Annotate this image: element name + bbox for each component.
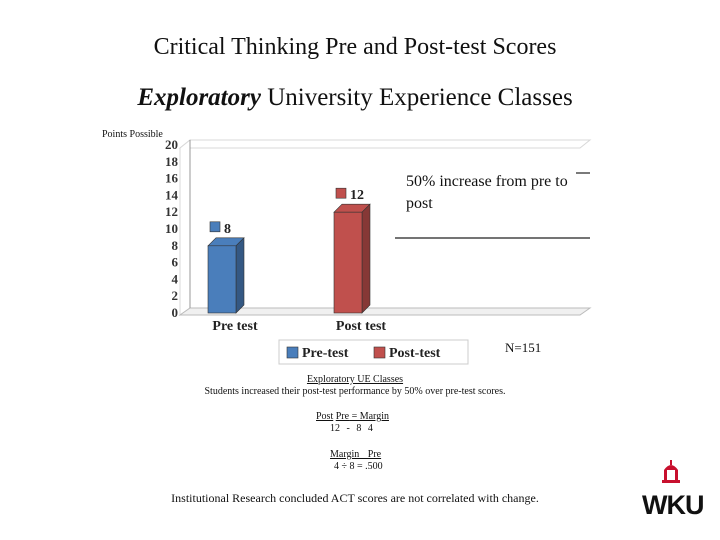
category-label: Pre test — [212, 319, 258, 334]
formula-margin: = Margin — [349, 411, 389, 422]
category-label: Post test — [335, 319, 387, 334]
margin-formula-line2: 12 - 8 4 — [330, 423, 373, 434]
y-axis-label: Points Possible — [102, 129, 163, 140]
callout-text: 50% increase from pre to post — [406, 173, 568, 212]
notes-body: Students increased their post-test performance by 50% over pre-test scores. — [204, 386, 506, 397]
formula-pre: Pre — [335, 411, 350, 422]
y-tick-label: 4 — [171, 271, 178, 287]
bar-side — [362, 204, 370, 313]
y-tick-label: 20 — [165, 137, 178, 152]
margin-formula — [316, 411, 389, 435]
bars — [208, 204, 370, 313]
bar-post-test — [334, 204, 370, 313]
y-tick-label: 12 — [165, 204, 178, 220]
y-tick-label: 14 — [165, 187, 178, 203]
formula-post: Post — [316, 411, 334, 422]
legend-swatch — [287, 347, 298, 358]
sample-size-label: N=151 — [505, 340, 542, 355]
wku-logo — [640, 460, 712, 522]
bar-side — [236, 238, 244, 313]
y-tick-label: 10 — [165, 221, 178, 236]
y-tick-label: 8 — [171, 237, 178, 253]
margin-formula-line1 — [316, 411, 389, 423]
bar-pre-test — [208, 238, 244, 313]
bar-front — [334, 212, 362, 313]
category-labels — [212, 319, 386, 334]
notes-heading: Exploratory UE Classes — [306, 374, 404, 385]
notes-block — [0, 374, 710, 398]
wku-wordmark: WKU — [642, 490, 704, 520]
ratio-formula — [330, 449, 383, 473]
y-tick-label: 2 — [171, 288, 178, 304]
slide-title: Critical Thinking Pre and Post-test Scores — [153, 34, 557, 60]
conclusion-text: Institutional Research concluded ACT scores are not correlated with change. — [171, 491, 539, 505]
subtitle-italic: Exploratory — [137, 84, 261, 111]
ratio-formula-line1: Margin Pre — [330, 449, 382, 460]
legend-swatch — [374, 347, 385, 358]
data-label: 12 — [350, 188, 364, 204]
y-tick-label: 0 — [171, 305, 178, 320]
y-tick-labels — [165, 137, 179, 320]
data-label: 8 — [224, 221, 231, 237]
y-tick-label: 18 — [165, 153, 178, 169]
data-label-swatch — [210, 222, 220, 232]
data-label-swatch — [336, 188, 346, 198]
legend-label: Pre-test — [302, 346, 349, 361]
y-tick-label: 6 — [171, 254, 178, 270]
legend — [279, 340, 468, 364]
ratio-formula-line2: 4 ÷ 8 = .500 — [334, 461, 383, 472]
subtitle-rest: University Experience Classes — [260, 84, 573, 111]
bar-front — [208, 246, 236, 313]
wku-cupola-icon — [662, 460, 680, 483]
y-tick-label: 16 — [165, 170, 178, 186]
legend-label: Post-test — [389, 346, 441, 361]
